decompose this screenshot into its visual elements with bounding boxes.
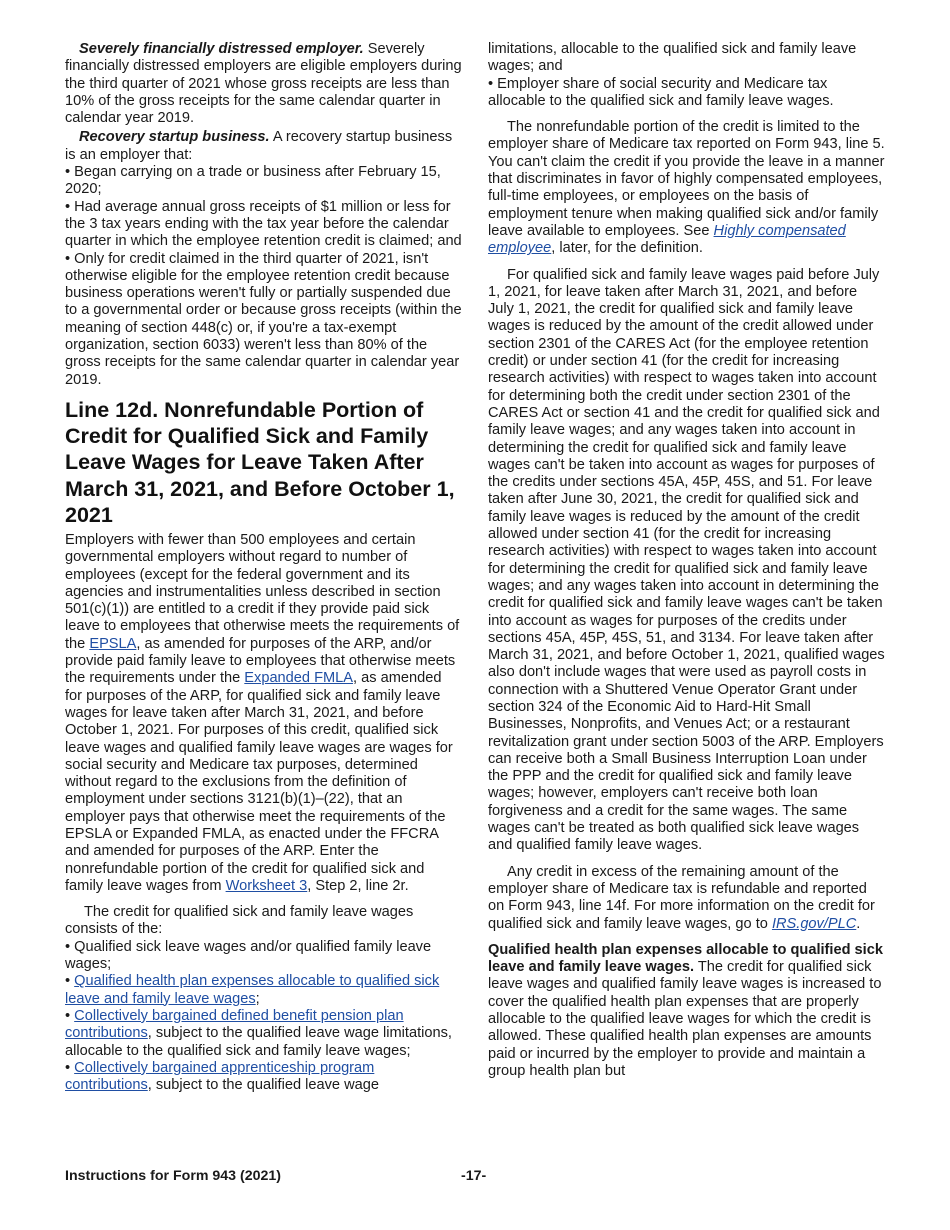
text-run: , as amended for purposes of the ARP, and/or provide paid family leave to employees that otherwise meets the requirements under the xyxy=(65,635,456,687)
link-expanded-fmla[interactable]: Expanded FMLA xyxy=(244,670,354,687)
paragraph-recovery-startup xyxy=(65,129,462,164)
bullet-item: • Qualified sick leave wages and/or qualified family leave wages; xyxy=(65,939,462,974)
bullet-item xyxy=(65,1060,462,1095)
text-run: , subject to the qualified leave wage limitations, allocable to the qualified sick and family leave wages; xyxy=(65,1025,452,1059)
link-pension-plan-contributions[interactable]: Collectively bargained defined benefit pension plan contributions xyxy=(65,1007,404,1042)
link-epsla[interactable]: EPSLA xyxy=(89,635,137,652)
text-run: , later, for the definition. xyxy=(551,240,703,257)
term-severely-distressed: Severely financially distressed employer. xyxy=(79,41,364,57)
page-number: -17- xyxy=(461,1168,487,1184)
term-qualified-health-plan: Qualified health plan expenses allocable to qualified sick leave and family leave wages. xyxy=(488,941,883,976)
paragraph-nonrefundable-limit xyxy=(488,119,885,257)
text-severely-distressed: Severely financially distressed employers are eligible employers during the third quarter of 2021 whose gross receipts are less than 10% of the gross receipts for the same calendar quarter in calendar year 2019. xyxy=(65,41,462,127)
bullet-item: • Employer share of social security and Medicare tax allocable to the qualified sick and family leave wages. xyxy=(488,76,885,111)
paragraph-wages-before-july: For qualified sick and family leave wages paid before July 1, 2021, for leave taken after March 31, 2021, and before July 1, 2021, the credit for qualified sick and family leave wages is reduced by the amount of the credit allowed under section 2301 of the CARES Act (for the employee retention credit) or under section 41 (for the credit for increasing research activities) with respect to wages taken into account for determining both the credit under section 2301 of the CARES Act or section 41 and the credit for qualified sick and family leave wages; and any wages taken into account in determining the credit for qualified sick and family leave wages can't be taken into account as wages for purposes of the credits under sections 45A, 45P, 45S, and 51. For leave taken after June 30, 2021, the credit for qualified sick and family leave wages is reduced by the amount of the credit allowed under section 41 (for the credit for increasing research activities) with respect to wages taken into account for determining the credit for qualified sick and family leave wages; and any wages taken into account in determining the credit for qualified sick and family leave wages can't be taken into account as wages for purposes of the credits under sections 45A, 45P, 45S, 51, and 3134. For leave taken after March 31, 2021, and before October 1, 2021, qualified wages also don't include wages that were used as payroll costs in connection with a Shuttered Venue Operator Grant under section 324 of the Economic Aid to Hard-Hit Small Businesses, Nonprofits, and Venues Act; or a restaurant revitalization grant under section 5003 of the ARP. Employers can receive both a Small Business Interruption Loan under the PPP and the credit for qualified sick and family leave wages; however, employers can't receive both loan forgiveness and a credit for the same wages. The same wages can't be treated as both qualified sick leave wages and qualified family leave wages. xyxy=(488,266,885,854)
bullet-item: • Had average annual gross receipts of $1 million or less for the 3 tax years ending with the tax year before the calendar quarter in which the employee retention credit is claimed; and xyxy=(65,199,462,251)
link-irs-plc[interactable]: IRS.gov/PLC xyxy=(771,915,857,932)
text-run: . xyxy=(856,915,861,932)
link-highly-compensated-employee[interactable]: Highly compensated employee xyxy=(488,222,846,257)
bullet-item xyxy=(65,1008,462,1060)
bullet-item: • Began carrying on a trade or business after February 15, 2020; xyxy=(65,164,462,199)
text-run: The nonrefundable portion of the credit is limited to the employer share of Medicare tax reported on Form 943, line 5. You can't claim the credit if you provide the leave in a manner that discriminates in favor of highly compensated employees, full-time employees, or employees on the basis of employment tenure when making qualified sick and/or family leave available to employees. See xyxy=(488,119,885,239)
bullet-item: • Only for credit claimed in the third quarter of 2021, isn't otherwise eligible for the employee retention credit because business operations weren't fully or partially suspended due to a governmental order or because gross receipts (within the meaning of section 448(c) or, if you're a tax-exempt organization, section 6033) weren't less than 80% of the gross receipts for the same calendar quarter in calendar year 2019. xyxy=(65,251,462,389)
footer-title: Instructions for Form 943 (2021) xyxy=(65,1168,282,1184)
text-run: , as amended for purposes of the ARP, for qualified sick and family leave wages for leave taken after March 31, 2021, and before October 1, 2021. For purposes of this credit, qualified sick leave wages and qualified family leave wages are wages for social security and Medicare tax purposes, determined without regard to the exclusions from the definition of employment under sections 3121(b)(1)–(22), that an employer pays that otherwise meet the requirements of the EPSLA or Expanded FMLA, as enacted under the FFCRA and amended for purposes of the ARP. Enter the nonrefundable portion of the credit for qualified sick and family leave wages from xyxy=(65,670,453,894)
term-recovery-startup: Recovery startup business. xyxy=(79,129,270,146)
text-run: Any credit in excess of the remaining amount of the employer share of Medicare tax is refundable and reported on Form 943, line 14f. For more information on the credit for qualified sick and family leave wages, go to xyxy=(488,863,875,932)
paragraph-credit-intro xyxy=(65,532,462,895)
paragraph-severely-distressed xyxy=(65,41,462,127)
text-run: ; xyxy=(255,990,260,1007)
text-run: , Step 2, line 2r. xyxy=(307,877,409,894)
paragraph-credit-consists: The credit for qualified sick and family leave wages consists of the: xyxy=(65,904,414,938)
bullet-item xyxy=(65,973,462,1008)
left-column xyxy=(65,41,462,1094)
section-heading: Line 12d. Nonrefundable Portion of Credit for Qualified Sick and Family Leave Wages for Leave Taken After March 31, 2021, and Before October 1, 2021 xyxy=(65,397,455,527)
link-worksheet-3[interactable]: Worksheet 3 xyxy=(225,877,308,894)
paragraph-continuation: limitations, allocable to the qualified sick and family leave wages; and xyxy=(488,41,857,75)
paragraph-qualified-health-plan xyxy=(488,942,885,1080)
text-run: Employers with fewer than 500 employees and certain governmental employers without regard to number of employees (except for the federal government and its agencies and instrumentalities unless described in section 501(c)(1)) are entitled to a credit if they provide paid sick leave to employees that otherwise meets the requirements of the xyxy=(65,531,460,652)
text-run: The credit for qualified sick leave wages and qualified family leave wages is increased to cover the qualified health plan expenses that are properly allocable to the qualified leave wages for which the credit is allowed. These qualified health plan expenses are amounts paid or incurred by the employer to provide and maintain a group health plan but xyxy=(488,959,882,1079)
link-apprenticeship-contributions[interactable]: Collectively bargained apprenticeship program contributions xyxy=(65,1059,375,1094)
text-run: , subject to the qualified leave wage xyxy=(147,1077,379,1094)
text-recovery-startup: A recovery startup business is an employer that: xyxy=(65,129,453,163)
link-qualified-health-plan[interactable]: Qualified health plan expenses allocable to qualified sick leave and family leave wages xyxy=(65,973,440,1007)
paragraph-excess-credit xyxy=(488,864,885,933)
right-column xyxy=(488,41,885,1080)
